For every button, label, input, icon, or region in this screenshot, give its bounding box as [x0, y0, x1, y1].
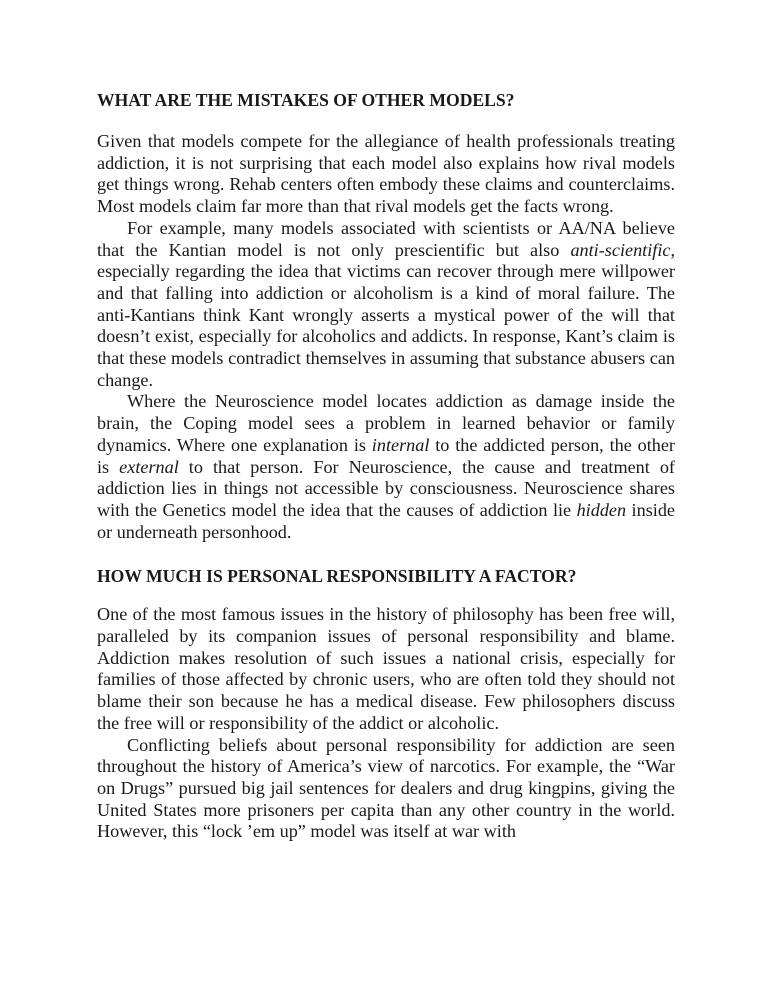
text-span: For example, many models associated with scientists or AA/NA believe that the Kantian model is not only prescientific but also	[97, 217, 675, 260]
paragraph: Given that models compete for the allegiance of health professionals treating addiction, it is not surprising that each model also explains how rival models get things wrong. Rehab centers often embody these claims and counterclaims. Most models claim far more than that rival models get the facts wrong.	[97, 131, 675, 217]
text-span: Where the Neuroscience model locates addiction as damage inside the brain, the Coping model sees a problem in learned behavior or family dynamics. Where one explanation is	[97, 391, 675, 455]
emphasis-text: hidden	[576, 499, 627, 520]
paragraph	[97, 218, 675, 392]
emphasis-text: anti-scientific	[570, 239, 671, 260]
paragraph	[97, 391, 675, 543]
paragraph: One of the most famous issues in the history of philosophy has been free will, paralleled by its companion issues of personal responsibility and blame. Addiction makes resolution of such issues a national crisis, especially for families of those affected by chronic users, who are often told they should not blame their son because he has a medical disease. Few philosophers discuss the free will or responsibility of the addict or alcoholic.	[97, 604, 675, 733]
text-span: inside or underneath personhood.	[97, 499, 675, 542]
text-span: to that person. For Neuroscience, the cause and treatment of addiction lies in things not accessible by consciousness. Neuroscience shares with the Genetics model the idea that the causes of addiction lie	[97, 456, 675, 520]
emphasis-text: external	[119, 456, 179, 477]
page-body	[97, 88, 675, 843]
emphasis-text: internal	[371, 434, 430, 455]
text-span: , especially regarding the idea that victims can recover through mere willpower and that falling into addiction or alcoholism is a kind of moral failure. The anti-Kantians think Kant wrongly asserts a mystical power of the will that doesn’t exist, especially for alcoholics and addicts. In response, Kant’s claim is that these models contradict themselves in assuming that substance abusers can change.	[97, 239, 675, 390]
section-heading-mistakes: WHAT ARE THE MISTAKES OF OTHER MODELS?	[97, 90, 515, 110]
text-span: to the addicted person, the other is	[97, 434, 675, 477]
section-heading-responsibility: HOW MUCH IS PERSONAL RESPONSIBILITY A FACTOR?	[97, 566, 577, 587]
paragraph: Conflicting beliefs about personal responsibility for addiction are seen throughout the history of America’s view of narcotics. For example, the “War on Drugs” pursued big jail sentences for dealers and drug kingpins, giving the United States more prisoners per capita than any other country in the world. However, this “lock ’em up” model was itself at war with	[97, 734, 675, 842]
